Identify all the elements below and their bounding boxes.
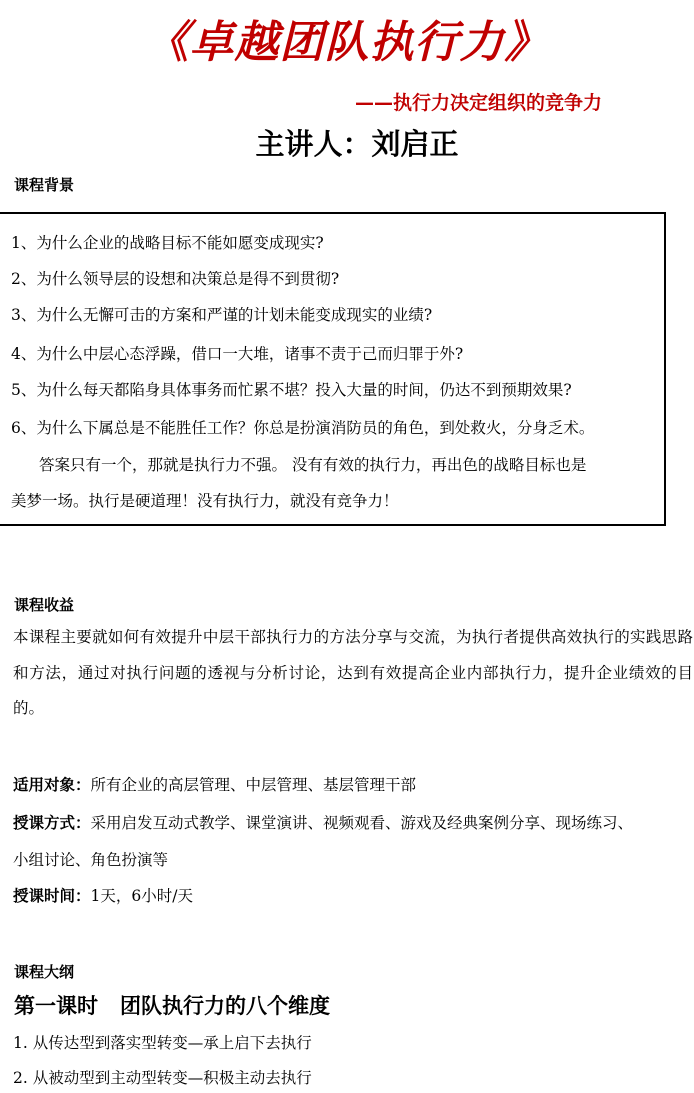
document-title: 《卓越团队执行力》 xyxy=(144,17,550,68)
speaker: 主讲人：刘启正 xyxy=(255,127,459,161)
question-item: 5、为什么每天都陷身具体事务而忙累不堪？投入大量的时间，仍达不到预期效果? xyxy=(11,381,572,399)
question-item: 3、为什么无懈可击的方案和严谨的计划未能变成现实的业绩? xyxy=(11,306,433,324)
answer-line: 美梦一场。执行是硬道理！没有执行力，就没有竞争力！ xyxy=(11,492,399,510)
answer-line: 答案只有一个，那就是执行力不强。 没有有效的执行力，再出色的战略目标也是 xyxy=(39,456,587,474)
lesson-title: 团队执行力的八个维度 xyxy=(120,994,330,1018)
time-row xyxy=(13,886,193,906)
question-item: 4、为什么中层心态浮躁，借口一大堆，诸事不责于己而归罪于外? xyxy=(11,345,464,363)
question-item: 1、为什么企业的战略目标不能如愿变成现实? xyxy=(11,234,324,252)
outline-item: 1. 从传达型到落实型转变—承上启下去执行 xyxy=(13,1034,312,1052)
method-label: 授课方式： xyxy=(13,814,91,832)
question-item: 2、为什么领导层的设想和决策总是得不到贯彻? xyxy=(11,270,340,288)
method-row xyxy=(13,813,633,833)
background-box xyxy=(0,212,666,526)
benefits-text: 本课程主要就如何有效提升中层干部执行力的方法分享与交流，为执行者提供高效执行的实践思路和方法，通过对执行问题的透视与分析讨论，达到有效提高企业内部执行力，提升企业绩效的目的。 xyxy=(13,628,693,717)
audience-value: 所有企业的高层管理、中层管理、基层管理干部 xyxy=(90,776,417,794)
section-heading-background: 课程背景 xyxy=(14,176,75,194)
document-subtitle: ——执行力决定组织的竞争力 xyxy=(354,92,602,114)
time-value: 1天，6小时/天 xyxy=(90,887,193,905)
method-value: 采用启发互动式教学、课堂演讲、视频观看、游戏及经典案例分享、现场练习、 xyxy=(90,814,634,832)
question-item: 6、为什么下属总是不能胜任工作？你总是扮演消防员的角色，到处救火，分身乏术。 xyxy=(11,419,595,437)
time-label: 授课时间： xyxy=(13,887,91,905)
audience-label: 适用对象： xyxy=(13,776,91,794)
lesson-heading xyxy=(14,990,330,1020)
audience-row xyxy=(13,775,416,795)
outline-item: 2. 从被动型到主动型转变—积极主动去执行 xyxy=(13,1069,312,1087)
method-row-continued: 小组讨论、角色扮演等 xyxy=(13,851,169,869)
section-heading-benefits: 课程收益 xyxy=(14,596,75,614)
lesson-number: 第一课时 xyxy=(14,994,98,1018)
section-heading-outline: 课程大纲 xyxy=(14,963,75,981)
